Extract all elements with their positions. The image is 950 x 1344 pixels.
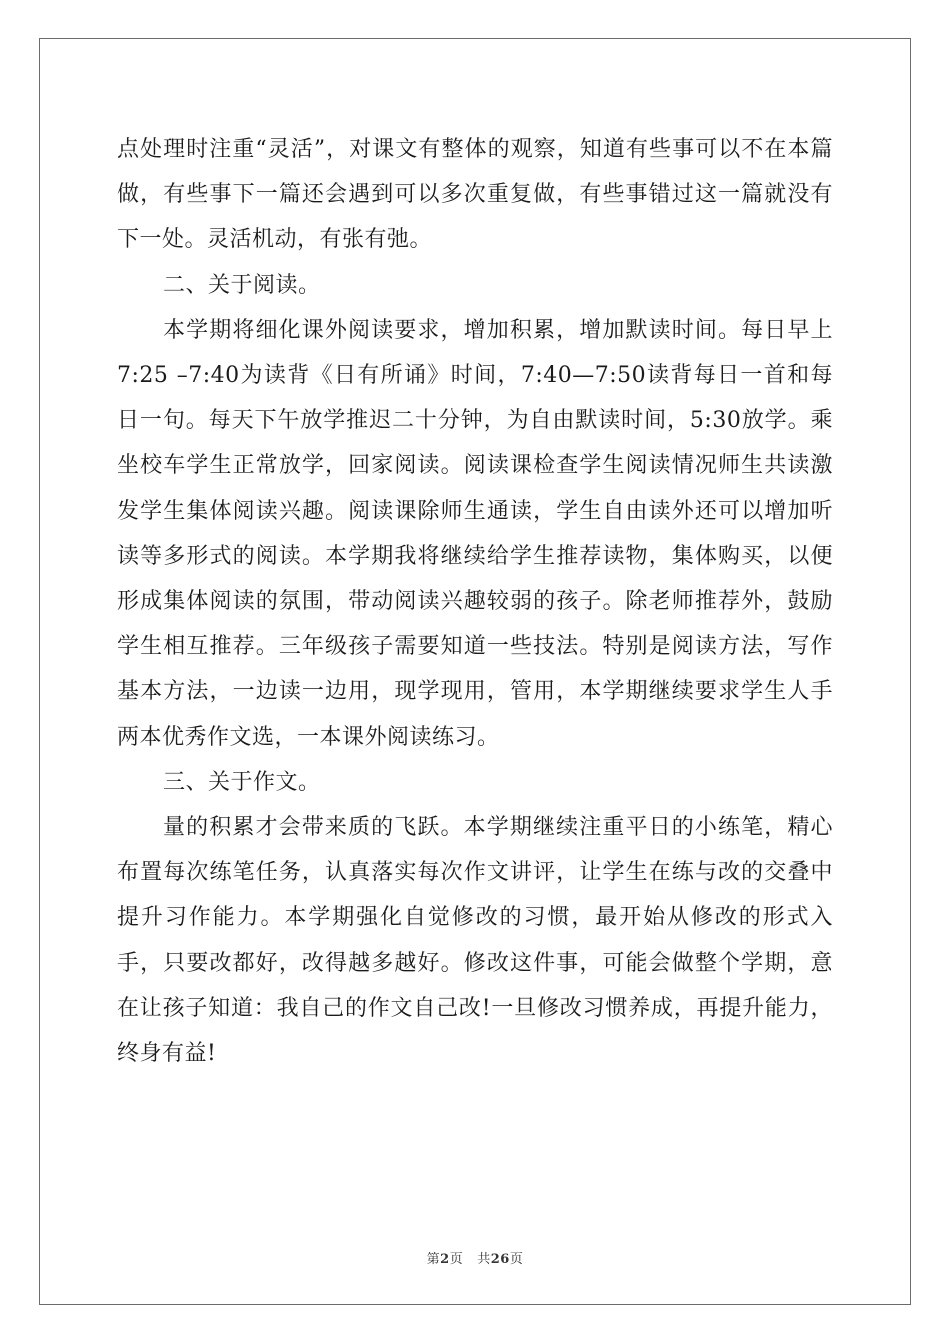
page-prefix: 第: [426, 1252, 441, 1267]
document-body: [117, 127, 833, 1076]
total-suffix: 页: [509, 1252, 524, 1267]
page-number: 2: [440, 1252, 450, 1267]
total-prefix: 共: [477, 1252, 491, 1267]
section-heading-writing: 三、关于作文。: [163, 769, 321, 795]
page-footer: [0, 1248, 950, 1267]
paragraph-continuation: 点处理时注重“灵活”，对课文有整体的观察，知道有些事可以不在本篇做，有些事下一篇还会遇到可以多次重复做，有些事错过这一篇就没有下一处。灵活机动，有张有弛。: [117, 137, 833, 253]
paragraph-reading: 本学期将细化课外阅读要求，增加积累，增加默读时间。每日早上7:25 –7:40为读背《日有所诵》时间，7:40—7:50读背每日一首和每日一句。每天下午放学推迟二十分钟，为自由默读时间，5:30放学。乘坐校车学生正常放学，回家阅读。阅读课检查学生阅读情况师生共读激发学生集体阅读兴趣。阅读课除师生通读，学生自由读外还可以增加听读等多形式的阅读。本学期我将继续给学生推荐读物，集体购买，以便形成集体阅读的氛围，带动阅读兴趣较弱的孩子。除老师推荐外，鼓励学生相互推荐。三年级孩子需要知道一些技法。特别是阅读方法，写作基本方法，一边读一边用，现学现用，管用，本学期继续要求学生人手两本优秀作文选，一本课外阅读练习。: [117, 317, 833, 750]
paragraph-writing: 量的积累才会带来质的飞跃。本学期继续注重平日的小练笔，精心布置每次练笔任务，认真落实每次作文讲评，让学生在练与改的交叠中提升习作能力。本学期强化自觉修改的习惯，最开始从修改的形式入手，只要改都好，改得越多越好。修改这件事，可能会做整个学期，意在让孩子知道：我自己的作文自己改!一旦修改习惯养成，再提升能力，终身有益!: [117, 815, 833, 1067]
section-heading-reading: 二、关于阅读。: [163, 272, 321, 298]
page-suffix: 页: [449, 1252, 464, 1267]
total-pages: 26: [490, 1252, 510, 1267]
